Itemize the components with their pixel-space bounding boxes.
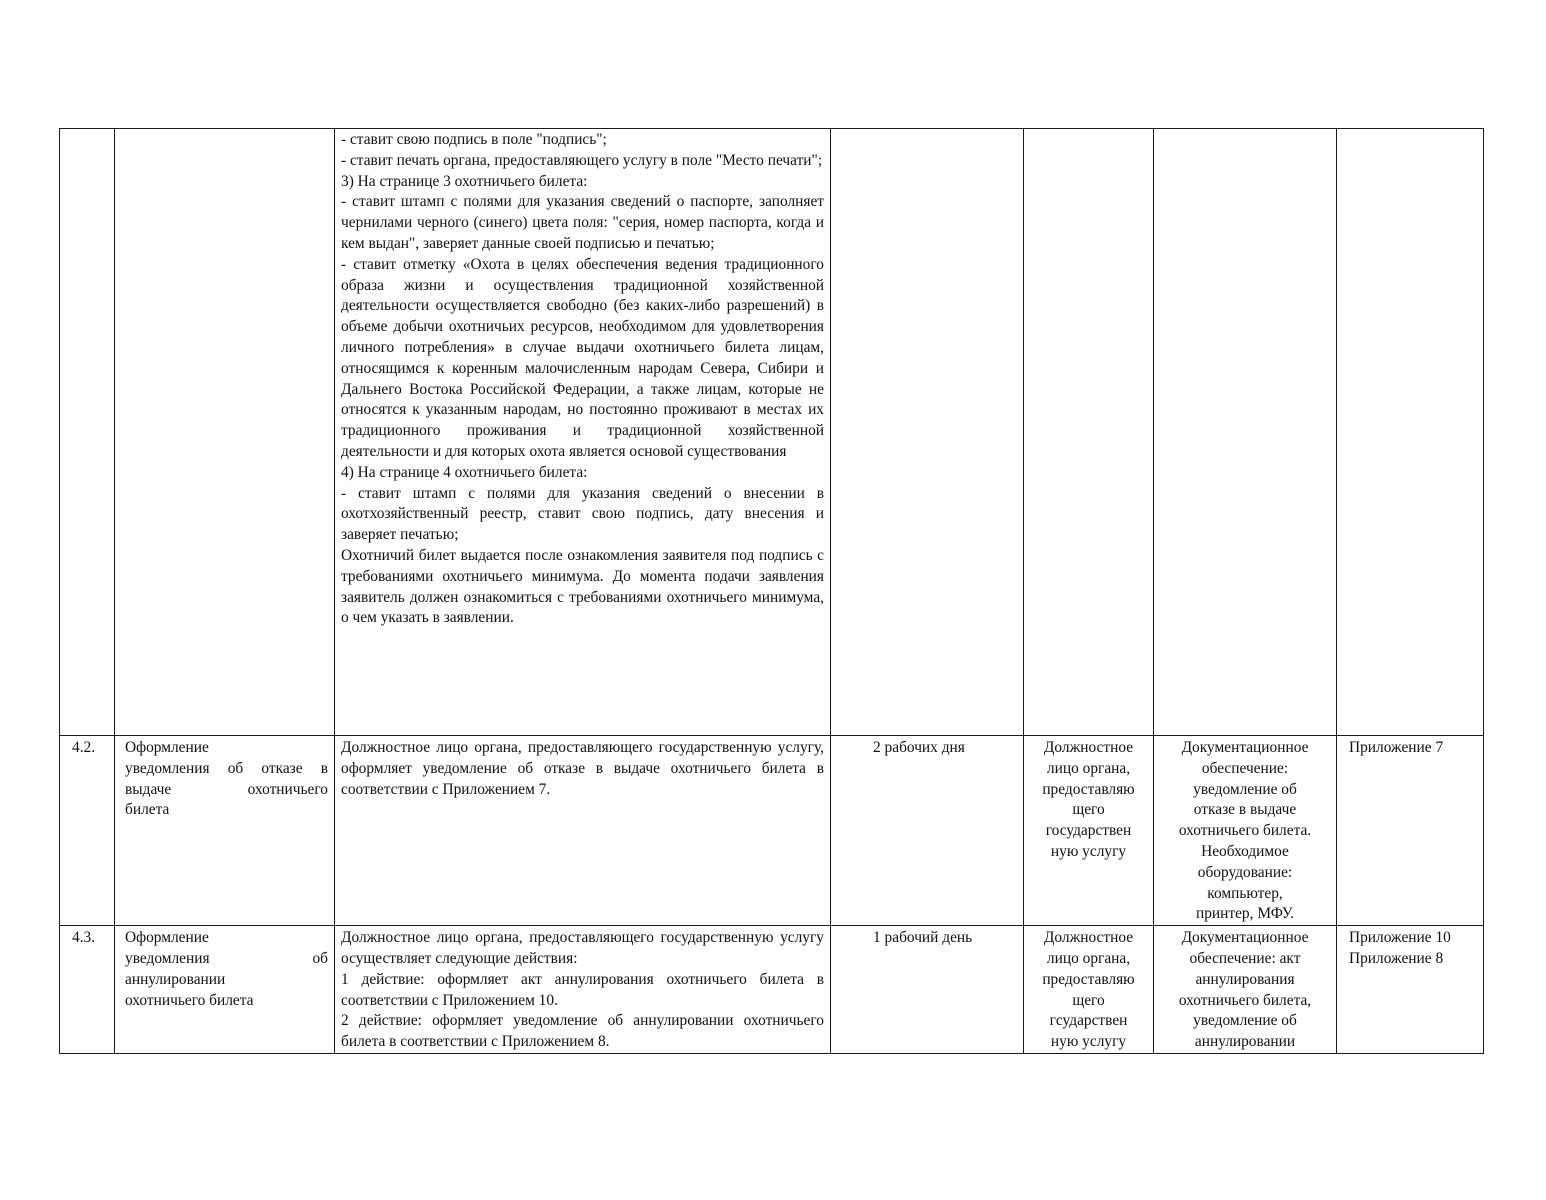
- procedure-table: [59, 128, 1484, 1054]
- description-paragraph: Охотничий билет выдается после ознакомления заявителя под подпись с требованиями охотничьего минимума. До момента подачи заявления заявитель должен ознакомиться с требованиями охотничьего минимума, о чем указать в заявлении.: [341, 546, 824, 627]
- resources-line: охотничьего билета,: [1178, 991, 1312, 1009]
- resources-line: компьютер,: [1207, 884, 1283, 902]
- table-row-continuation: [60, 129, 1484, 736]
- table-row: [60, 926, 1484, 1054]
- step-name-line: аннулировании: [125, 970, 226, 988]
- step-name-line: Оформление: [125, 929, 209, 947]
- resources-cell: [1154, 129, 1337, 736]
- description-paragraph: - ставит свою подпись в поле "подпись";: [341, 131, 607, 148]
- resources-line: принтер, МФУ.: [1195, 905, 1295, 923]
- description-paragraph: - ставит отметку «Охота в целях обеспечения ведения традиционного образа жизни и осуществления традиционной хозяйственной деятельности осуществляется свободно (без каких-либо разрешений) в объеме добычи охотничьих ресурсов, необходимом для удовлетворения личного потребления» в случае выдачи охотничьего билета лицам, относящимся к коренным малочисленным народам Севера, Сибири и Дальнего Востока Российской Федерации, а также лицам, которые не относятся к указанным народам, но постоянно проживают в местах их традиционного проживания и традиционной хозяйственной деятельности и для которых охота является основой существования: [341, 255, 824, 460]
- description-paragraph: - ставит штамп с полями для указания сведений о паспорте, заполняет чернилами черного (синего) цвета поля: "серия, номер паспорта, когда и кем выдан", заверяет данные своей подписью и печатью;: [341, 193, 824, 252]
- forms-cell: [1337, 926, 1484, 1054]
- step-name-cell: [115, 129, 335, 736]
- step-name-line: охотничьего билета: [125, 991, 254, 1009]
- responsible-line: лицо органа,: [1046, 759, 1131, 777]
- resources-line: оборудование:: [1197, 863, 1293, 881]
- row-number: 4.3.: [60, 926, 115, 1054]
- responsible-line: предоставляю: [1042, 780, 1135, 798]
- responsible-line: предоставляю: [1042, 970, 1135, 988]
- description-paragraph: 1 действие: оформляет акт аннулирования охотничьего билета в соответствии с Приложением 10.: [341, 970, 824, 1009]
- resources-line: Документационное: [1181, 739, 1309, 756]
- step-description-cell: [335, 926, 831, 1054]
- form-reference: Приложение 10: [1349, 929, 1451, 947]
- step-name-cell: [115, 926, 335, 1054]
- table-row: [60, 736, 1484, 926]
- responsible-line: гсударствен: [1049, 1012, 1128, 1030]
- row-number: 4.2.: [60, 736, 115, 926]
- form-reference: Приложение 8: [1349, 949, 1444, 967]
- resources-line: обеспечение:: [1201, 759, 1289, 777]
- responsible-line: щего: [1072, 801, 1105, 819]
- row-number-cell: [60, 129, 115, 736]
- step-name-line: выдаче охотничьего: [125, 780, 328, 798]
- resources-cell: [1154, 736, 1337, 926]
- resources-line: уведомление об: [1193, 1012, 1297, 1030]
- step-name-line: Оформление: [125, 739, 209, 756]
- responsible-line: Должностное: [1043, 739, 1134, 756]
- step-time: 1 рабочий день: [831, 926, 1024, 1054]
- description-paragraph: - ставит штамп с полями для указания сведений о внесении в охотхозяйственный реестр, ставит свою подпись, дату внесения и заверяет печатью;: [341, 484, 824, 544]
- step-description: Должностное лицо органа, предоставляющего государственную услугу, оформляет уведомление об отказе в выдаче охотничьего билета в соответствии с Приложением 7.: [335, 736, 831, 926]
- description-paragraph: 3) На странице 3 охотничьего билета:: [341, 172, 588, 190]
- step-description-cell: [335, 129, 831, 736]
- resources-line: аннулирования: [1195, 970, 1295, 988]
- time-cell: [831, 129, 1024, 736]
- responsible-line: ную услугу: [1050, 1033, 1127, 1051]
- step-time: 2 рабочих дня: [831, 736, 1024, 926]
- forms-cell: [1337, 736, 1484, 926]
- resources-line: обеспечение: акт: [1189, 949, 1301, 967]
- description-paragraph: - ставит печать органа, предоставляющего услугу в поле "Место печати";: [341, 151, 823, 169]
- description-paragraph: 4) На странице 4 охотничьего билета:: [341, 463, 588, 481]
- resources-line: Необходимое: [1201, 842, 1289, 860]
- step-name-line: билета: [125, 801, 170, 819]
- form-reference: Приложение 7: [1349, 739, 1444, 756]
- description-paragraph: Должностное лицо органа, предоставляющего государственную услугу осуществляет следующие действия:: [341, 929, 824, 967]
- resources-line: аннулировании: [1194, 1033, 1296, 1051]
- responsible-line: ную услугу: [1050, 842, 1127, 860]
- resources-cell: [1154, 926, 1337, 1054]
- responsible-line: лицо органа,: [1046, 949, 1131, 967]
- responsible-line: Должностное: [1043, 929, 1134, 947]
- responsible-cell: [1024, 129, 1154, 736]
- description-paragraph: 2 действие: оформляет уведомление об аннулировании охотничьего билета в соответствии с Приложением 8.: [341, 1012, 824, 1051]
- forms-cell: [1337, 129, 1484, 736]
- step-name-cell: [115, 736, 335, 926]
- step-name-line: уведомления об: [125, 949, 328, 967]
- resources-line: уведомление об: [1193, 780, 1297, 798]
- resources-line: отказе в выдаче: [1193, 801, 1297, 819]
- responsible-cell: [1024, 736, 1154, 926]
- step-name-line: уведомления об отказе в: [125, 759, 328, 777]
- resources-line: Документационное: [1181, 929, 1309, 947]
- responsible-line: государствен: [1045, 822, 1132, 840]
- resources-line: охотничьего билета.: [1178, 822, 1312, 840]
- responsible-cell: [1024, 926, 1154, 1054]
- responsible-line: щего: [1072, 991, 1105, 1009]
